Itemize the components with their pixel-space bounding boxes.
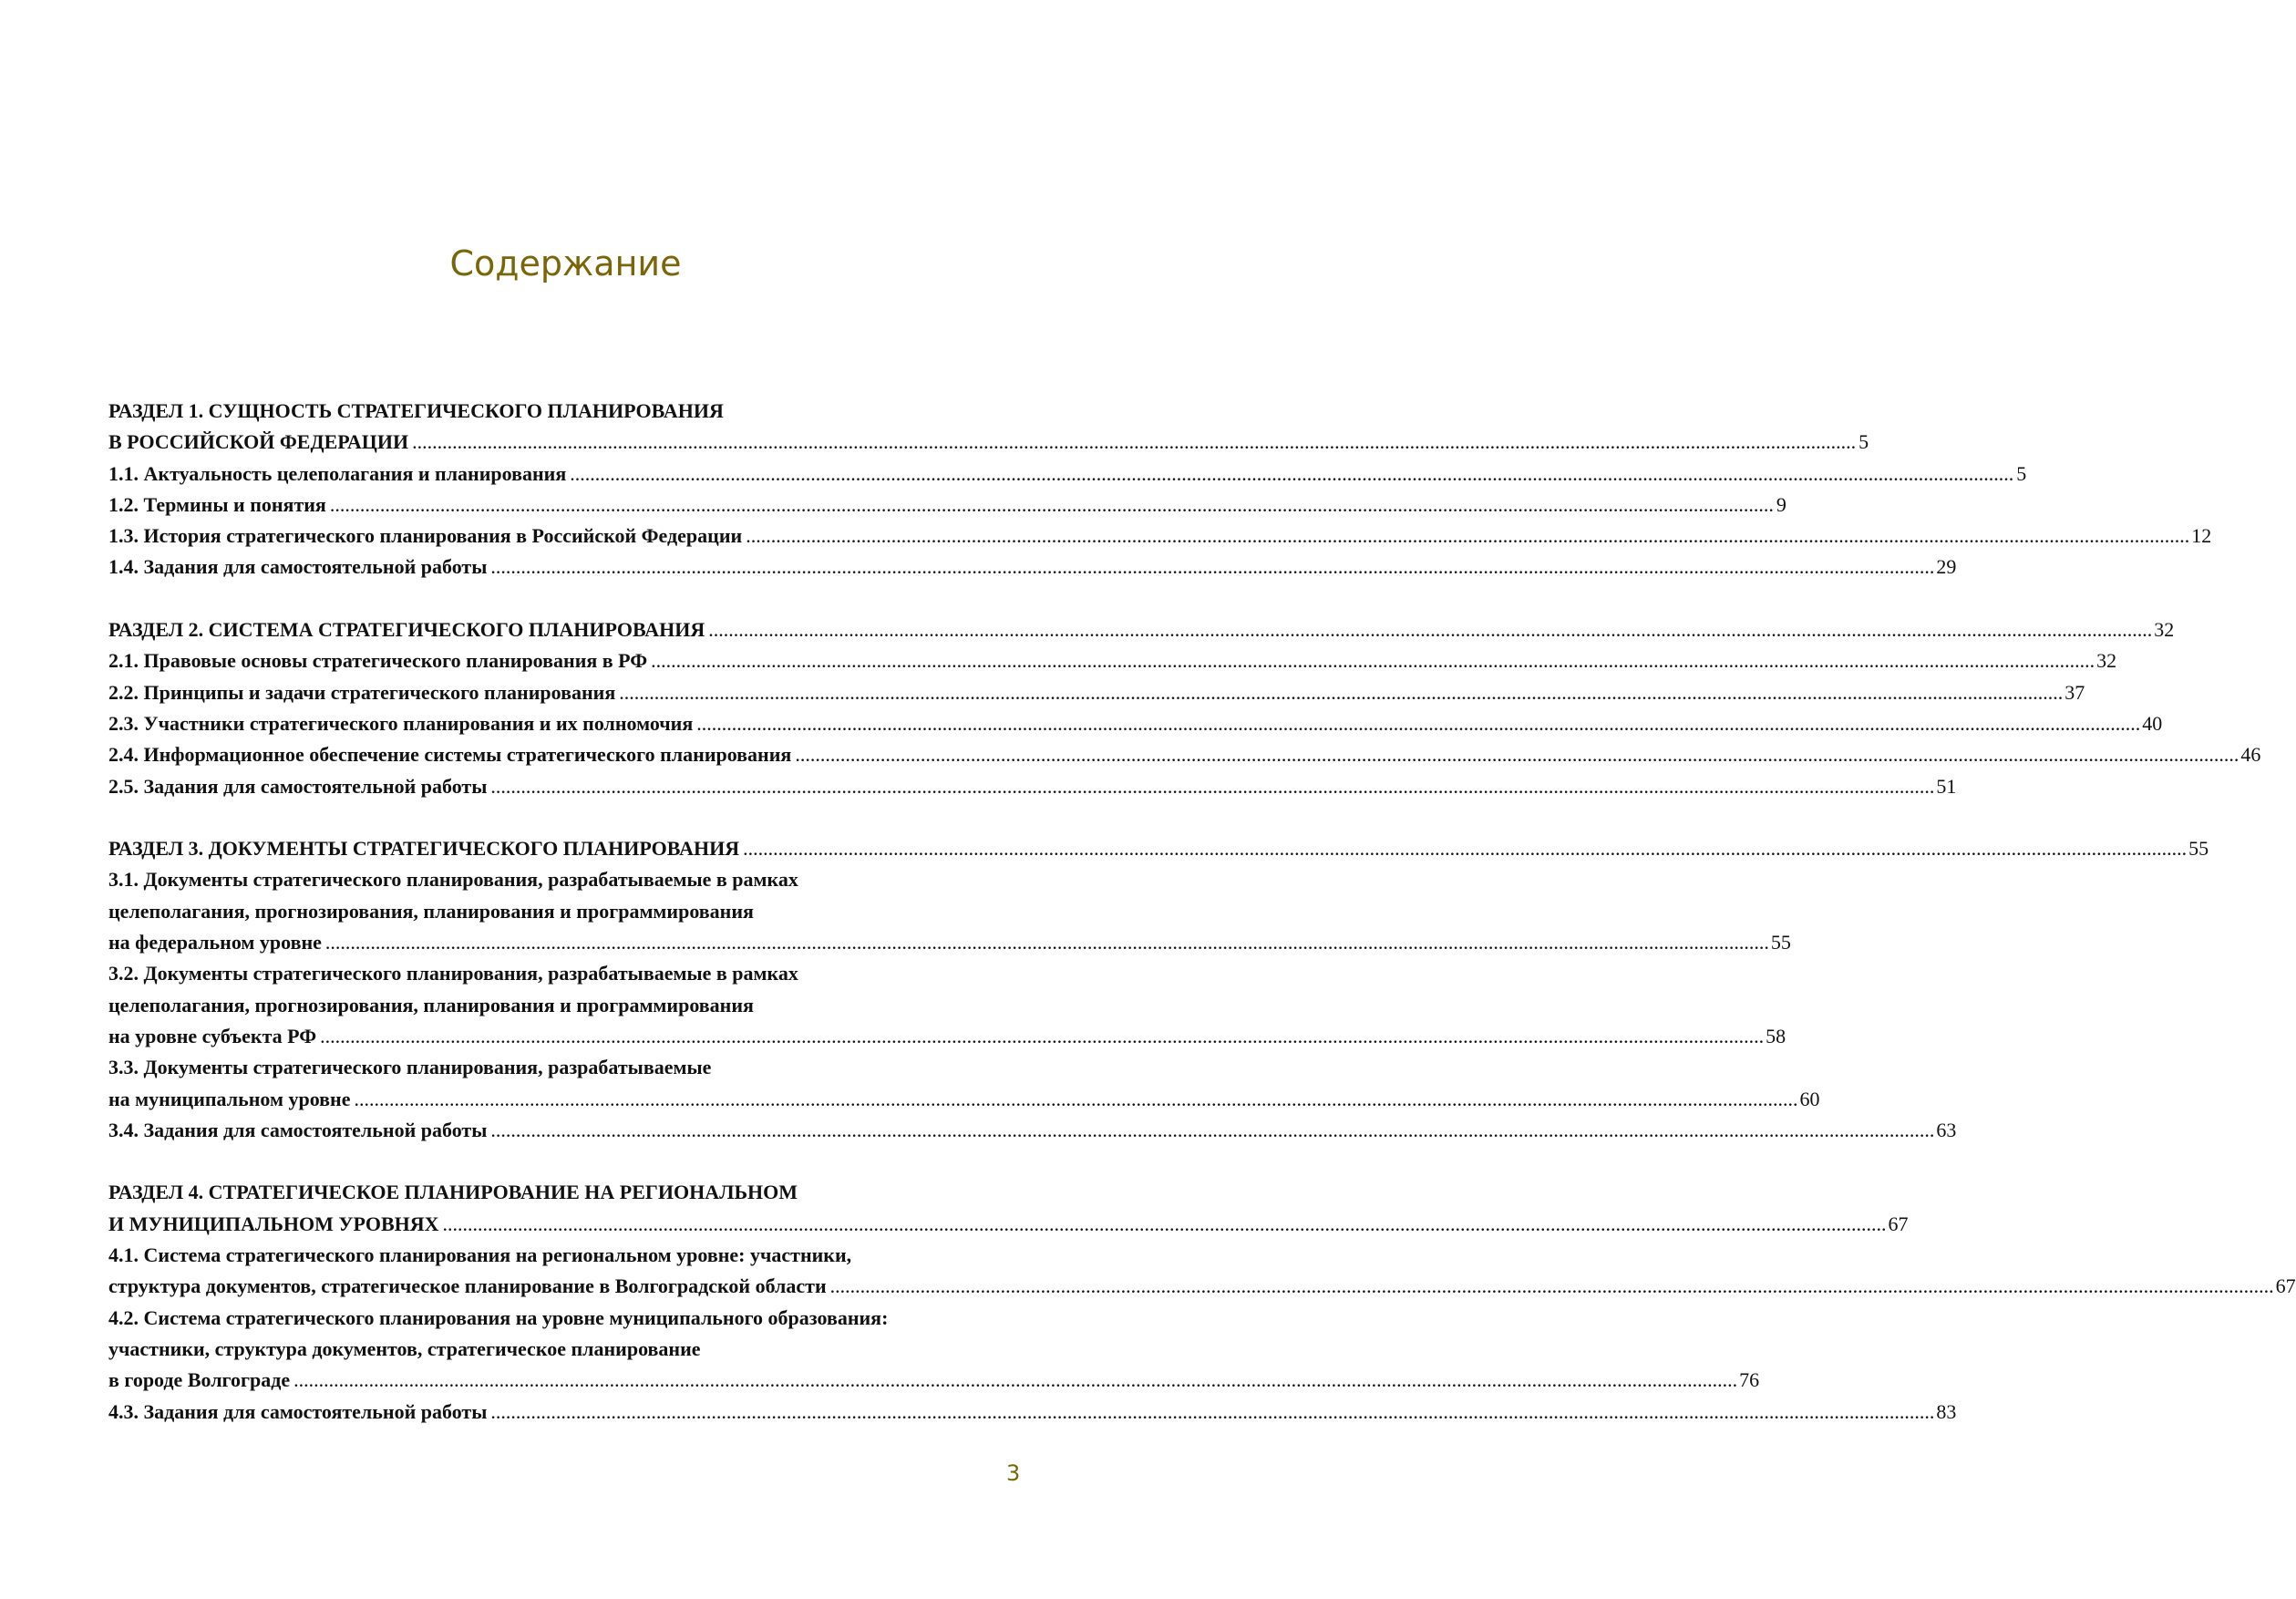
toc-page-number: 32	[2154, 618, 2175, 642]
toc-entry[interactable]	[108, 459, 2027, 490]
toc-entry-text: 3.2. Документы стратегического планирования, разрабатываемые в рамках	[108, 962, 798, 985]
toc-entry-text: целеполагания, прогнозирования, планирования и программирования	[108, 993, 754, 1016]
dot-leader	[696, 708, 2140, 739]
toc-section-heading[interactable]	[108, 1177, 1909, 1240]
toc-entry-text: 2.5. Задания для самостоятельной работы	[108, 774, 488, 798]
toc-page-number: 55	[1770, 931, 1791, 954]
toc-entry-text: в городе Волгограде	[108, 1368, 291, 1392]
toc-entry-text: 2.1. Правовые основы стратегического планирования в РФ	[108, 649, 648, 673]
toc-page-number: 76	[1739, 1368, 1760, 1392]
toc-entry[interactable]	[108, 645, 2117, 676]
dot-leader	[619, 677, 2063, 708]
dot-leader	[743, 833, 2187, 864]
page-title: Содержание	[449, 243, 682, 284]
toc-entry-text: на уровне субъекта РФ	[108, 1024, 317, 1047]
dot-leader	[651, 645, 2095, 676]
toc-entry[interactable]	[108, 739, 2261, 770]
toc-page-number: 40	[2142, 711, 2163, 735]
toc-entry-text: 3.1. Документы стратегического планирования, разрабатываемые в рамках	[108, 868, 798, 892]
toc-entry-text: И МУНИЦИПАЛЬНОМ УРОВНЯХ	[108, 1212, 439, 1235]
section-spacer	[108, 802, 1024, 833]
dot-leader	[490, 552, 1934, 583]
toc-page-number: 5	[1858, 430, 1869, 454]
dot-leader	[708, 614, 2152, 645]
toc-entry-text: на федеральном уровне	[108, 931, 322, 954]
toc-section-heading[interactable]	[108, 833, 2209, 864]
toc-entry-text: В РОССИЙСКОЙ ФЕДЕРАЦИИ	[108, 430, 409, 454]
section-spacer	[108, 583, 1024, 614]
toc-entry-text: РАЗДЕЛ 4. СТРАТЕГИЧЕСКОЕ ПЛАНИРОВАНИЕ НА РЕГИОНАЛЬНОМ	[108, 1181, 798, 1204]
toc-page-number: 67	[2275, 1274, 2296, 1298]
toc-section	[108, 1177, 2296, 1427]
dot-leader	[795, 739, 2239, 770]
toc-entry[interactable]	[108, 1052, 1820, 1115]
toc-entry-text: структура документов, стратегическое планирование в Волгоградской области	[108, 1274, 827, 1298]
toc-page-number: 32	[2096, 649, 2117, 673]
toc-entry-text: 4.1. Система стратегического планирования на региональном уровне: участники,	[108, 1243, 852, 1267]
toc-section-heading[interactable]	[108, 396, 1869, 459]
toc-entry-text: РАЗДЕЛ 2. СИСТЕМА СТРАТЕГИЧЕСКОГО ПЛАНИРОВАНИЯ	[108, 618, 705, 642]
dot-leader	[490, 1397, 1934, 1428]
toc-entry[interactable]	[108, 552, 1957, 583]
toc-page-number: 83	[1936, 1399, 1957, 1423]
toc-page-number: 9	[1776, 492, 1786, 516]
toc-entry[interactable]	[108, 1303, 1760, 1397]
toc-section	[108, 396, 2212, 583]
toc-entry[interactable]	[108, 1397, 1957, 1428]
toc-entry-text: 2.3. Участники стратегического планирования и их полномочия	[108, 711, 694, 735]
dot-leader	[354, 1084, 1797, 1115]
toc-section	[108, 614, 2261, 802]
dot-leader	[570, 459, 2013, 490]
toc-entry-text: 3.3. Документы стратегического планирования, разрабатываемые	[108, 1056, 712, 1079]
toc-section	[108, 833, 2209, 1146]
toc-entry-text: целеполагания, прогнозирования, планирования и программирования	[108, 899, 754, 923]
dot-leader	[330, 490, 1774, 521]
dot-leader	[490, 1115, 1934, 1146]
toc-page-number: 29	[1936, 555, 1957, 579]
table-of-contents	[108, 396, 2296, 1428]
toc-entry[interactable]	[108, 490, 1786, 521]
toc-entry-text: 1.3. История стратегического планирования в Российской Федерации	[108, 524, 743, 548]
dot-leader	[746, 521, 2189, 552]
page-number: 3	[1006, 1460, 1021, 1486]
toc-page-number: 63	[1936, 1118, 1957, 1141]
toc-entry-text: 1.1. Актуальность целеполагания и планирования	[108, 461, 567, 485]
dot-leader	[320, 1021, 1764, 1052]
toc-entry[interactable]	[108, 1240, 2296, 1303]
toc-entry-text: участники, структура документов, стратегическое планирование	[108, 1336, 701, 1360]
toc-entry[interactable]	[108, 958, 1786, 1052]
toc-entry-text: 1.2. Термины и понятия	[108, 492, 326, 516]
toc-entry-text: на муниципальном уровне	[108, 1087, 351, 1110]
dot-leader	[412, 427, 1856, 458]
toc-entry-text: 2.2. Принципы и задачи стратегического планирования	[108, 680, 616, 704]
toc-entry-text: РАЗДЕЛ 1. СУЩНОСТЬ СТРАТЕГИЧЕСКОГО ПЛАНИРОВАНИЯ	[108, 399, 724, 422]
toc-section-heading[interactable]	[108, 614, 2175, 645]
dot-leader	[293, 1365, 1737, 1396]
toc-entry-text: 3.4. Задания для самостоятельной работы	[108, 1118, 488, 1141]
toc-entry[interactable]	[108, 1115, 1957, 1146]
section-spacer	[108, 1146, 1024, 1177]
dot-leader	[830, 1271, 2274, 1302]
toc-page-number: 5	[2016, 461, 2027, 485]
toc-page-number: 67	[1888, 1212, 1909, 1235]
toc-page-number: 60	[1799, 1087, 1820, 1110]
toc-entry-text: 2.4. Информационное обеспечение системы стратегического планирования	[108, 743, 792, 767]
dot-leader	[325, 927, 1769, 958]
toc-page-number: 55	[2188, 837, 2209, 861]
toc-page-number: 51	[1936, 774, 1957, 798]
toc-entry[interactable]	[108, 677, 2085, 708]
toc-entry-text: РАЗДЕЛ 3. ДОКУМЕНТЫ СТРАТЕГИЧЕСКОГО ПЛАНИРОВАНИЯ	[108, 837, 740, 861]
toc-entry-text: 4.3. Задания для самостоятельной работы	[108, 1399, 488, 1423]
toc-page-number: 46	[2240, 743, 2261, 767]
toc-entry-text: 4.2. Система стратегического планирования на уровне муниципального образования:	[108, 1305, 889, 1329]
toc-entry-text: 1.4. Задания для самостоятельной работы	[108, 555, 488, 579]
dot-leader	[443, 1209, 1887, 1240]
toc-entry[interactable]	[108, 708, 2163, 739]
toc-page-number: 37	[2064, 680, 2085, 704]
toc-page-number: 58	[1766, 1024, 1786, 1047]
toc-entry[interactable]	[108, 864, 1791, 958]
toc-entry[interactable]	[108, 771, 1957, 802]
toc-page-number: 12	[2191, 524, 2212, 548]
toc-entry[interactable]	[108, 521, 2212, 552]
dot-leader	[490, 771, 1934, 802]
